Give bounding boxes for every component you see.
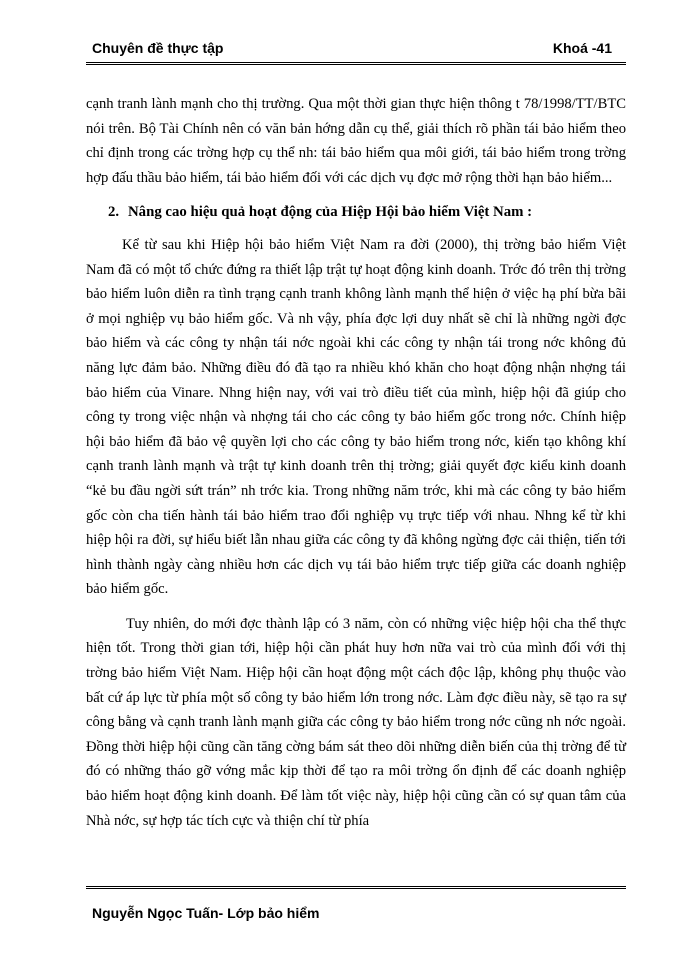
header-document-type: Chuyên đề thực tập	[92, 40, 224, 56]
paragraph-future-tasks: Tuy nhiên, do mới đợc thành lập có 3 năm, còn có những việc hiệp hội cha thể thực hiện tốt. Trong thời gian tới, hiệp hội cần phát huy hơn nữa vai trò của mình đối với thị trờng bảo hiểm Việt Nam. Hiệp hội cần hoạt động một cách độc lập, không phụ thuộc vào bất cứ áp lực từ phía một số công ty bảo hiểm lớn trong nớc. Làm đợc điều này, sẽ tạo ra sự công bằng và cạnh tranh lành mạnh giữa các công ty bảo hiểm trong nớc cũng nh nớc ngoài. Đồng thời hiệp hội cũng cần tăng cờng bám sát theo dõi những diễn biến của thị trờng để từ đó có những tháo gỡ vớng mắc kịp thời để tạo ra môi trờng ổn định để các doanh nghiệp bảo hiểm hoạt động kinh doanh. Để làm tốt việc này, hiệp hội cũng cần có sự quan tâm của Nhà nớc, sự hợp tác tích cực và thiện chí từ phía	[86, 615, 626, 829]
section-number: 2.	[108, 204, 120, 221]
section-heading	[108, 200, 626, 225]
header-course: Khoá -41	[552, 40, 612, 56]
paragraph-intro: cạnh tranh lành mạnh cho thị trường. Qua một thời gian thực hiện thông t 78/1998/TT/BTC nói trên. Bộ Tài Chính nên có văn bản hớng dẫn cụ thể, giải thích rõ phần tái bảo hiểm theo chỉ định trong các trờng hợp cụ thể nh: tái bảo hiểm qua môi giới, tái bảo hiểm trong trờng hợp đấu thầu bảo hiểm, tái bảo hiểm đối với các dịch vụ đợc mở rộng thời hạn bảo hiểm...	[86, 96, 626, 186]
header-divider	[86, 62, 626, 65]
page-header	[86, 38, 626, 62]
page-footer: Nguyễn Ngọc Tuấn- Lớp bảo hiểm	[92, 905, 320, 921]
footer-divider	[86, 886, 626, 889]
paragraph-association-role: Kể từ sau khi Hiệp hội bảo hiểm Việt Nam ra đời (2000), thị trờng bảo hiểm Việt Nam đã có một tổ chức đứng ra thiết lập trật tự hoạt động kinh doanh. Trớc đó trên thị trờng bảo hiểm luôn diễn ra tình trạng cạnh tranh không lành mạnh thể hiện ở việc hạ phí bừa bãi ở mọi nghiệp vụ bảo hiểm gốc. Và nh vậy, phía đợc lợi duy nhất sẽ chỉ là những ngời đợc bảo hiểm và các công ty nhận tái nớc ngoài khi các công ty nhận tái trong nớc không đủ năng lực đảm bảo. Những điều đó đã tạo ra nhiều khó khăn cho hoạt động nhận nhợng tái bảo hiểm của Vinare. Nhng hiện nay, với vai trò điều tiết của mình, hiệp hội đã giúp cho công ty trong việc nhận và nhợng tái cho các công ty bảo hiểm gốc trong nớc. Chính hiệp hội bảo hiểm đã bảo vệ quyền lợi cho các công ty bảo hiểm trong nớc, kiến tạo không khí cạnh tranh lành mạnh và trật tự kinh doanh trên thị trờng; giải quyết đợc kiểu kinh doanh “kẻ bu đầu ngời sứt trán” nh trớc kia. Trong những năm trớc, khi mà các công ty bảo hiểm gốc còn cha tiến hành tái bảo hiểm trao đổi nghiệp vụ trực tiếp với nhau. Nhng kể từ khi hiệp hội ra đời, sự hiểu biết lẫn nhau giữa các công ty đã không ngừng đợc cải thiện, tiến tới hình thành ngày càng nhiều hơn các dịch vụ tái bảo hiểm trực tiếp giữa các doanh nghiệp bảo hiểm gốc.	[86, 236, 626, 598]
document-body	[86, 92, 626, 833]
section-title: Nâng cao hiệu quả hoạt động của Hiệp Hội bảo hiểm Việt Nam :	[128, 204, 533, 221]
